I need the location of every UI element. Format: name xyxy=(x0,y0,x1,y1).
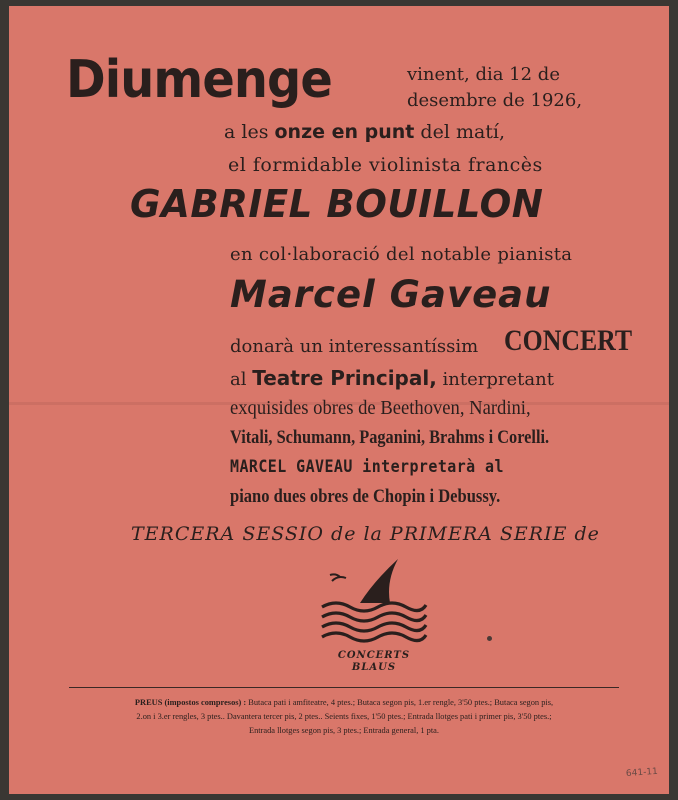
time-line-post: del matí, xyxy=(414,121,506,143)
prices-line-2: 2.on i 3.er rengles, 3 ptes.. Davantera tercer pis, 2 ptes.. Seients fixes, 1'50 ptes.; Entrada llotges pati i primer pis, 3'50 ptes.; xyxy=(136,712,552,721)
time-line xyxy=(224,121,505,143)
logo-line-2: BLAUS xyxy=(351,662,397,673)
violinist-intro: el formidable violinista francès xyxy=(228,154,543,176)
date-line-2: desembre de 1926, xyxy=(407,90,583,111)
violinist-name: GABRIEL BOUILLON xyxy=(130,182,544,226)
prices-line-1 xyxy=(67,696,621,710)
concerts-blaus-logo xyxy=(314,551,430,649)
pianist-program-line-1: MARCEL GAVEAU interpretarà al xyxy=(230,457,504,477)
time-line-pre: a les xyxy=(224,121,275,143)
title-diumenge: Diumenge xyxy=(66,50,332,110)
concert-word: CONCERT xyxy=(504,324,633,357)
prices-label: PREUS (impostos compresos) : xyxy=(134,698,247,707)
program-line-1: exquisides obres de Beethoven, Nardini, xyxy=(230,397,531,419)
ink-smudge xyxy=(487,636,492,641)
pianist-program-line-2: piano dues obres de Chopin i Debussy. xyxy=(230,486,501,507)
prices-line-3: Entrada llotges segon pis, 3 ptes.; Entrada general, 1 pta. xyxy=(248,726,439,735)
prices-divider xyxy=(69,687,619,688)
prices-block xyxy=(67,696,621,738)
venue-line xyxy=(230,366,554,390)
logo-wordmark xyxy=(319,650,429,674)
series-line: TERCERA SESSIO de la PRIMERA SERIE de xyxy=(131,523,600,545)
venue-pre: al xyxy=(230,369,253,390)
venue-name: Teatre Principal, xyxy=(252,366,437,390)
date-line-1: vinent, dia 12 de xyxy=(407,64,560,85)
logo-line-1: CONCERTS xyxy=(337,650,411,661)
prices-line-1-text: Butaca pati i amfiteatre, 4 ptes.; Butaca segon pis, 1.er rengle, 3'50 ptes.; Butaca segon pis, xyxy=(246,698,554,707)
poster-sheet xyxy=(9,6,669,794)
pianist-intro: en col·laboració del notable pianista xyxy=(230,244,573,265)
venue-post: interpretant xyxy=(436,369,554,390)
program-line-2: Vitali, Schumann, Paganini, Brahms i Corelli. xyxy=(230,427,550,448)
pianist-name: Marcel Gaveau xyxy=(230,273,552,316)
archive-stamp: 641-11 xyxy=(625,766,659,780)
time-line-bold: onze en punt xyxy=(274,121,415,143)
concert-intro: donarà un interessantíssim xyxy=(230,336,479,357)
